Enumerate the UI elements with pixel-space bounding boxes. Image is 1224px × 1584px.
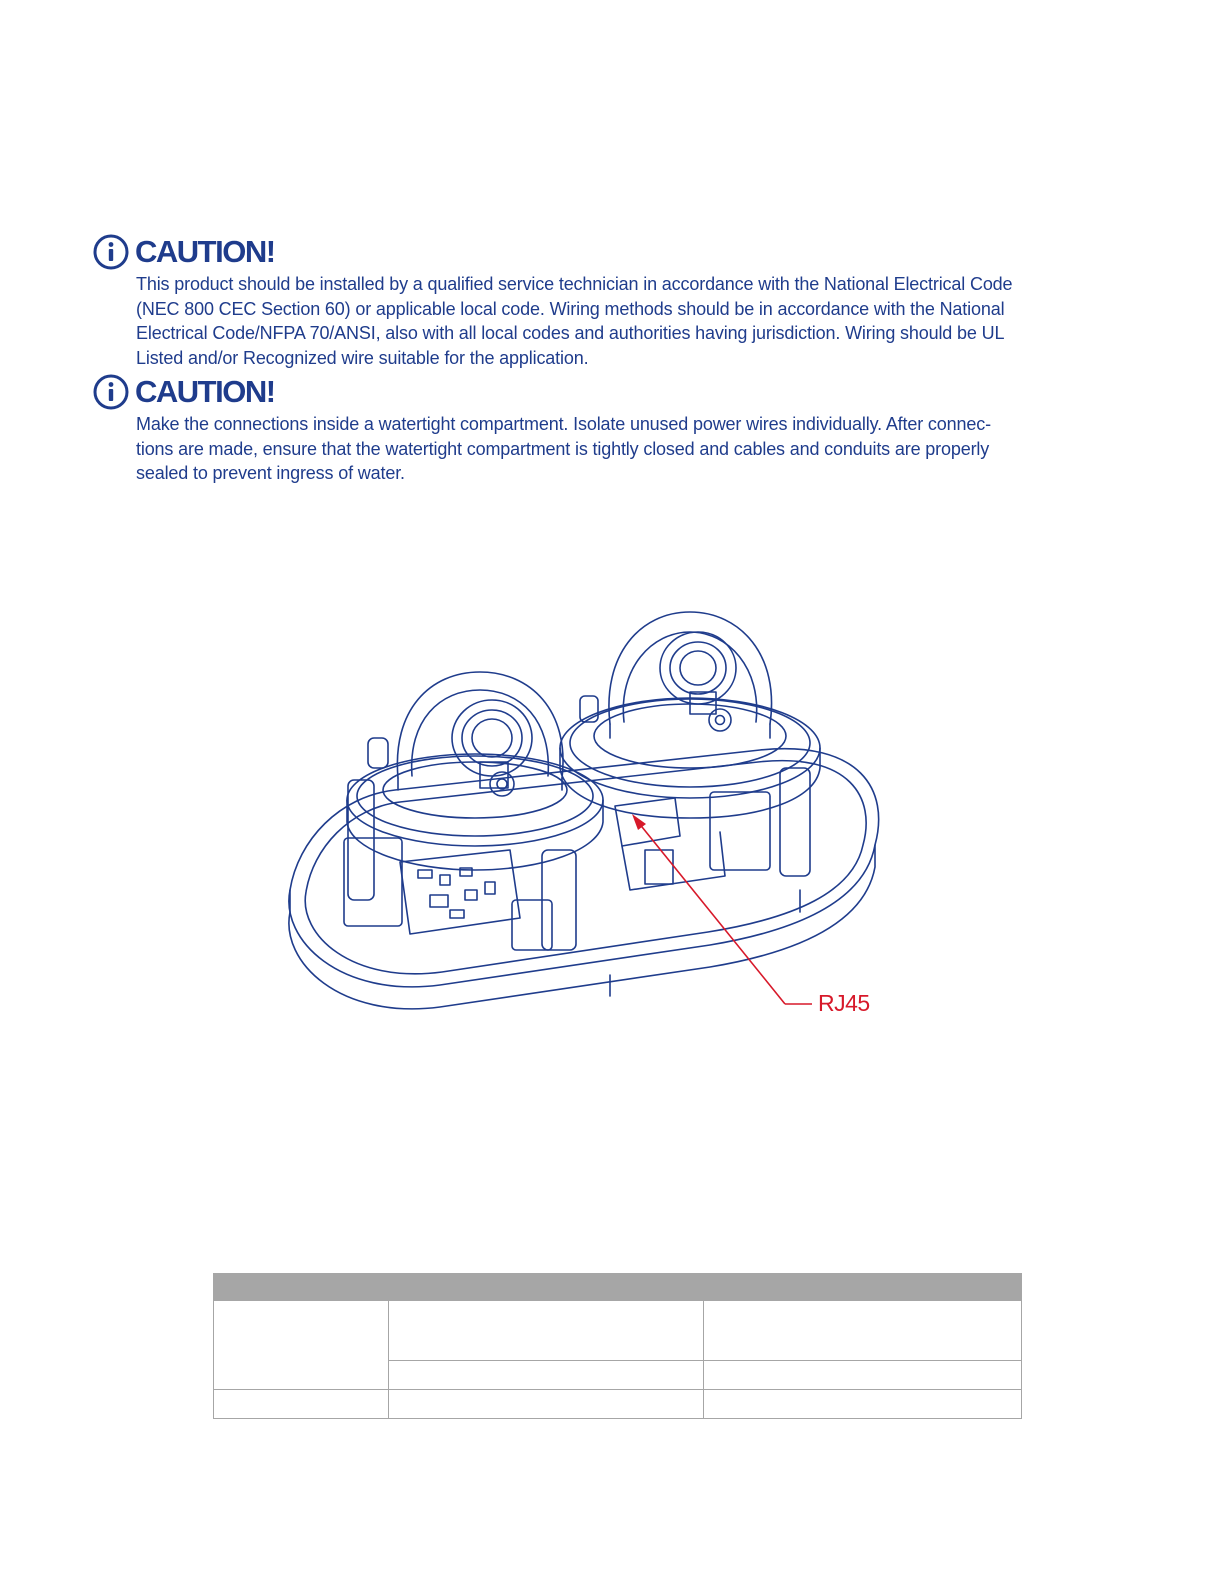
table-cell (389, 1301, 704, 1361)
table-header-cell (214, 1274, 389, 1301)
base-plate-inner (305, 761, 866, 974)
info-icon (93, 374, 129, 410)
caution-text (136, 272, 1103, 370)
caution-line: (NEC 800 CEC Section 60) or applicable local code. Wiring methods should be in accordance with the National (136, 298, 1005, 319)
table-cell (214, 1390, 389, 1419)
left-circuit-board (400, 850, 520, 934)
caution-text (136, 412, 1103, 486)
rj45-connector (615, 798, 680, 846)
table-cell (704, 1390, 1022, 1419)
caution-heading (93, 372, 1103, 412)
table-row (214, 1390, 1022, 1419)
caution-block-1 (93, 232, 1103, 370)
caution-heading (93, 232, 1103, 272)
table-cell (389, 1361, 704, 1390)
caution-line: Electrical Code/NFPA 70/ANSI, also with all local codes and authorities having jurisdiction. Wiring should be UL (136, 323, 1005, 343)
caution-line: This product should be installed by a qualified service technician in accordance with the National Electrical Code (136, 274, 1013, 294)
table-cell (214, 1301, 389, 1390)
table-header-row (214, 1274, 1022, 1301)
pin-table (213, 1273, 1022, 1419)
left-lens (452, 700, 532, 776)
table-row (214, 1301, 1022, 1361)
caution-line: tions are made, ensure that the watertight compartment is tightly closed and cables and conduits are properly (136, 438, 990, 459)
table-header-cell (389, 1274, 704, 1301)
caution-title: CAUTION! (135, 374, 275, 409)
caution-line: Listed and/or Recognized wire suitable for the application. (136, 347, 589, 368)
rj45-arrowhead (632, 814, 646, 830)
table-cell (704, 1301, 1022, 1361)
right-post-1 (780, 768, 810, 876)
table-header-cell (704, 1274, 1022, 1301)
table-cell (389, 1390, 704, 1419)
caution-block-2 (93, 372, 1103, 486)
left-post-1 (348, 780, 374, 900)
info-icon (93, 234, 129, 270)
caution-line: Make the connections inside a watertight compartment. Isolate unused power wires individually. After connec- (136, 414, 991, 434)
caution-line: sealed to prevent ingress of water. (136, 463, 405, 483)
dual-dome-camera-diagram (280, 600, 900, 1030)
table-cell (704, 1361, 1022, 1390)
board-components (418, 868, 495, 918)
rj45-label: RJ45 (818, 990, 870, 1016)
caution-title: CAUTION! (135, 234, 275, 269)
